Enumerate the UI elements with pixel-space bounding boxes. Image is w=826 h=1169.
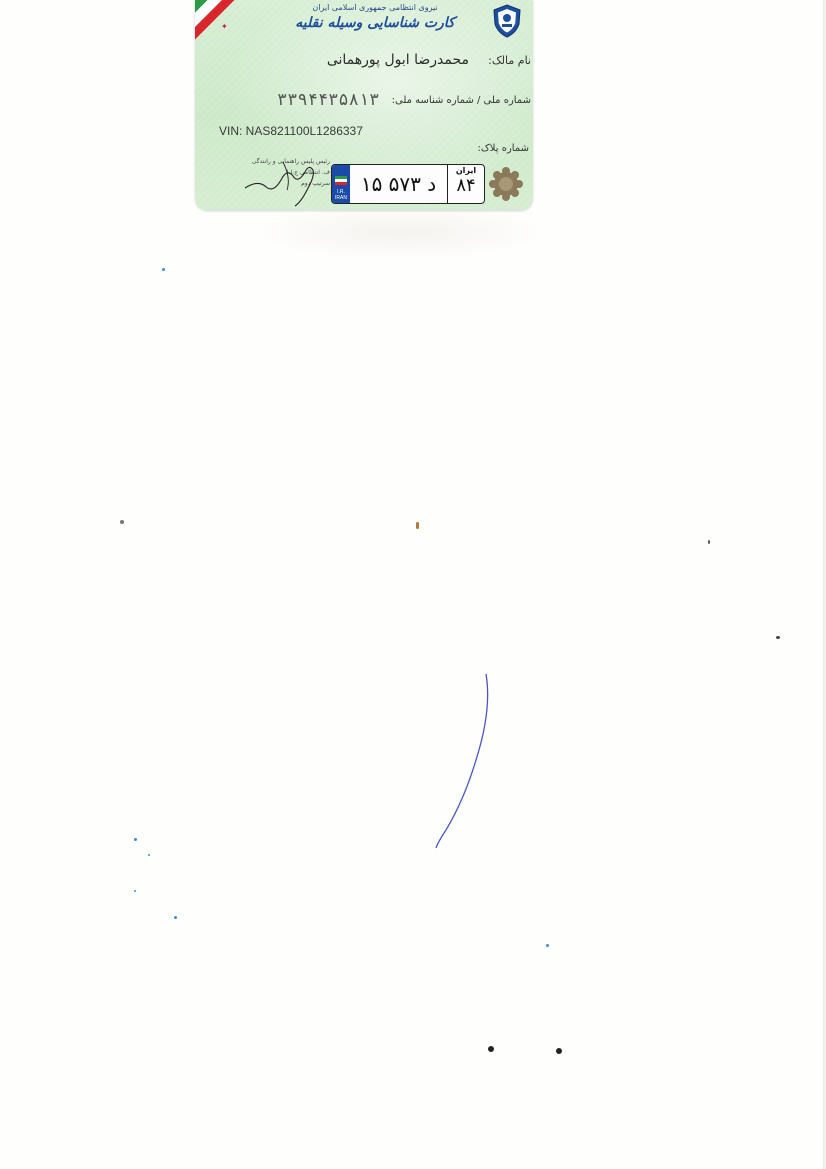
scan-speck [134,838,137,841]
scan-speck [776,636,780,639]
card-subtitle: نیروی انتظامی جمهوری اسلامی ایران [312,3,438,12]
signature-icon [235,150,330,210]
signature-line: رئیس پلیس راهنمایی و رانندگی [251,158,330,165]
scan-speck [134,890,136,892]
card-title: کارت شناسایی وسیله نقلیه [295,15,455,31]
scan-speck [708,540,710,544]
scan-speck [546,944,549,947]
card-shadow-smudge [250,205,550,260]
scan-speck [556,1048,562,1054]
scan-speck [120,520,124,524]
plate-region [447,165,484,203]
plate-label: شماره پلاک: [477,143,529,154]
iran-flag-icon: ✦ [195,0,279,84]
plate-country-code: I.R. IRAN [335,189,347,201]
national-id-label: شماره ملی / شماره شناسه ملی: [391,95,531,106]
plate-number: ۱۵ د ۵۷۳ [360,172,437,196]
scan-speck [174,916,177,919]
security-seal-icon [488,166,524,202]
scan-speck [162,268,165,271]
vehicle-id-card [195,0,533,210]
scan-speck [488,1046,494,1052]
plate-country-strip [332,165,350,203]
scan-speck [416,522,419,529]
police-emblem-icon [492,4,522,38]
signature-line: ف. انتظامی ج.ا.ا [286,169,330,176]
plate-region-title: ایران [455,166,477,175]
national-id-value: ۳۳۹۴۴۳۵۸۱۳ [277,90,380,110]
plate-region-code: ۸۴ [456,175,476,196]
owner-name: محمدرضا ابول پورهمانی [326,52,469,68]
scan-speck [148,854,150,856]
owner-label: نام مالک: [488,54,531,67]
pen-stroke [420,670,510,860]
signature-line: سرتیپ دوم [301,180,330,187]
plate-flag-icon [335,176,347,185]
license-plate [331,164,485,204]
vin-number: VIN: NAS821100L1286337 [219,124,363,138]
